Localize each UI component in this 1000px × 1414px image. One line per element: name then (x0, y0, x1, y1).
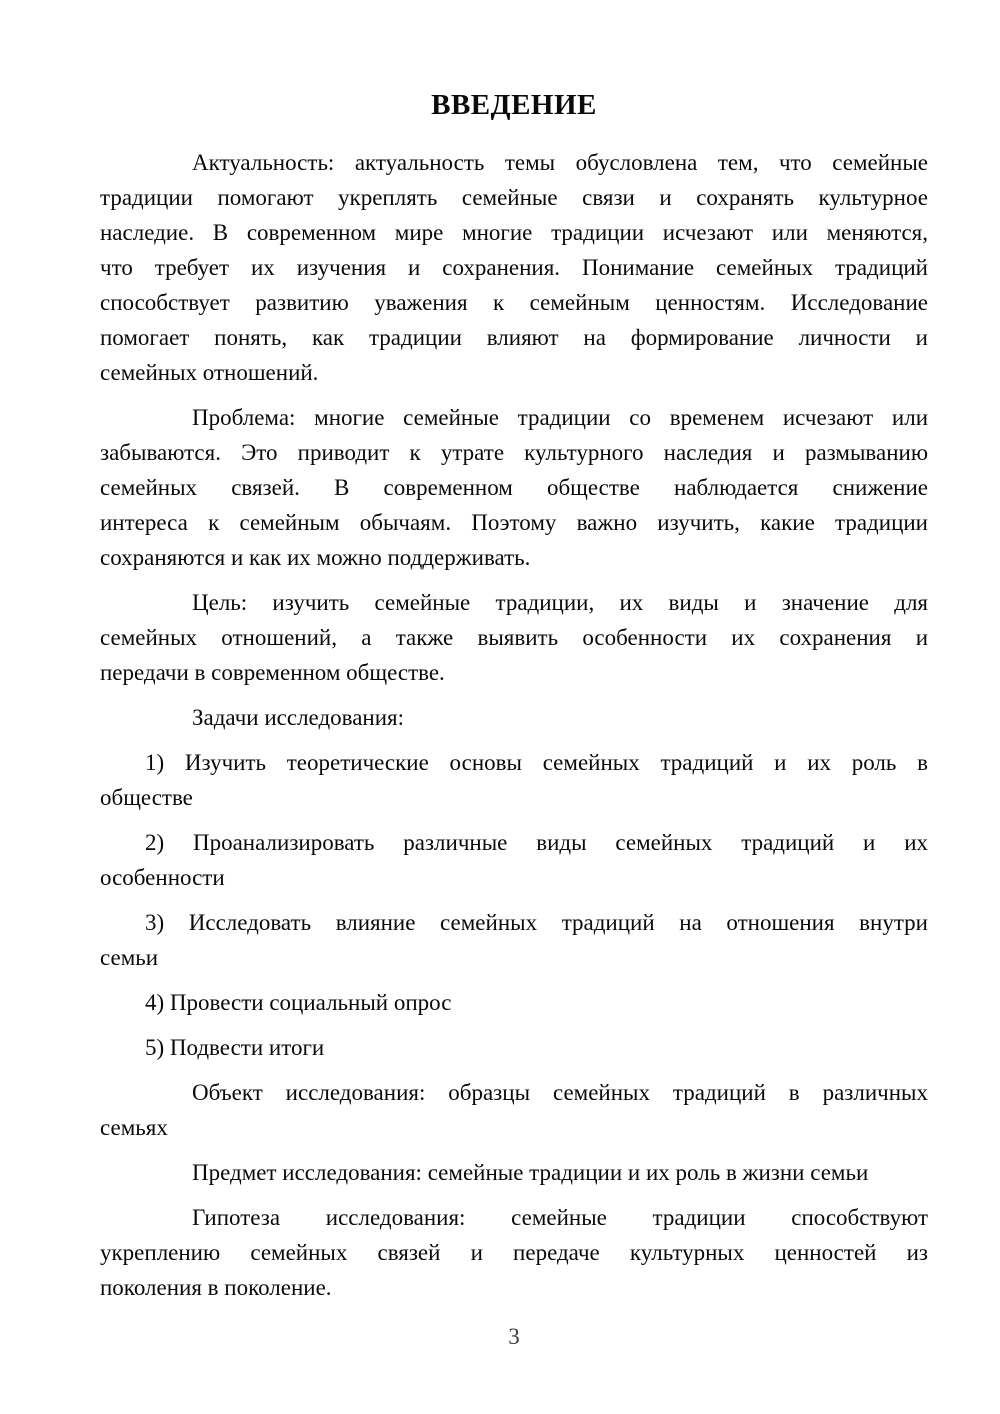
text-line: Предмет исследования: семейные традиции и их роль в жизни семьи (192, 1160, 869, 1185)
page-number: 3 (508, 1324, 520, 1349)
text-line: сохраняются и как их можно поддерживать. (100, 545, 531, 570)
tasks-heading (100, 700, 928, 735)
page-title: ВВЕДЕНИЕ (431, 89, 597, 121)
text-line: 3) Исследовать влияние семейных традиций на отношения внутри (145, 910, 928, 935)
task-item-3 (100, 905, 928, 975)
text-line: поколения в поколение. (100, 1275, 332, 1300)
text-line: 2) Проанализировать различные виды семейных традиций и их (145, 830, 928, 855)
document-body (100, 145, 928, 1305)
text-line: интереса к семейным обычаям. Поэтому важно изучить, какие традиции (100, 510, 928, 535)
text-line: передачи в современном обществе. (100, 660, 445, 685)
text-line: семейных отношений, а также выявить особенности их сохранения и (100, 625, 928, 650)
object-paragraph (100, 1075, 928, 1145)
text-line: семейных связей. В современном обществе наблюдается снижение (100, 475, 928, 500)
subject-paragraph (100, 1155, 928, 1190)
text-line: 1) Изучить теоретические основы семейных традиций и их роль в (145, 750, 928, 775)
text-line: способствует развитию уважения к семейным ценностям. Исследование (100, 290, 928, 315)
text-line: забываются. Это приводит к утрате культурного наследия и размыванию (100, 440, 928, 465)
text-line: особенности (100, 865, 225, 890)
task-item-4 (100, 985, 928, 1020)
text-line: Задачи исследования: (192, 705, 405, 730)
task-item-1 (100, 745, 928, 815)
text-line: Гипотеза исследования: семейные традиции способствуют (192, 1205, 928, 1230)
text-line: 5) Подвести итоги (145, 1035, 325, 1060)
task-item-5 (100, 1030, 928, 1065)
text-line: семейных отношений. (100, 360, 319, 385)
text-line: Проблема: многие семейные традиции со временем исчезают или (192, 405, 928, 430)
text-line: укреплению семейных связей и передаче культурных ценностей из (100, 1240, 928, 1265)
text-line: традиции помогают укреплять семейные связи и сохранять культурное (100, 185, 928, 210)
text-line: наследие. В современном мире многие традиции исчезают или меняются, (100, 220, 928, 245)
text-line: обществе (100, 785, 193, 810)
text-line: Объект исследования: образцы семейных традиций в различных (192, 1080, 928, 1105)
relevance-paragraph (100, 145, 928, 390)
text-line: семьях (100, 1115, 168, 1140)
text-line: семьи (100, 945, 159, 970)
text-line: Цель: изучить семейные традиции, их виды и значение для (192, 590, 928, 615)
hypothesis-paragraph (100, 1200, 928, 1305)
problem-paragraph (100, 400, 928, 575)
text-line: Актуальность: актуальность темы обусловлена тем, что семейные (192, 150, 928, 175)
text-line: 4) Провести социальный опрос (145, 990, 452, 1015)
text-line: что требует их изучения и сохранения. Понимание семейных традиций (100, 255, 928, 280)
task-item-2 (100, 825, 928, 895)
text-line: помогает понять, как традиции влияют на формирование личности и (100, 325, 928, 350)
goal-paragraph (100, 585, 928, 690)
